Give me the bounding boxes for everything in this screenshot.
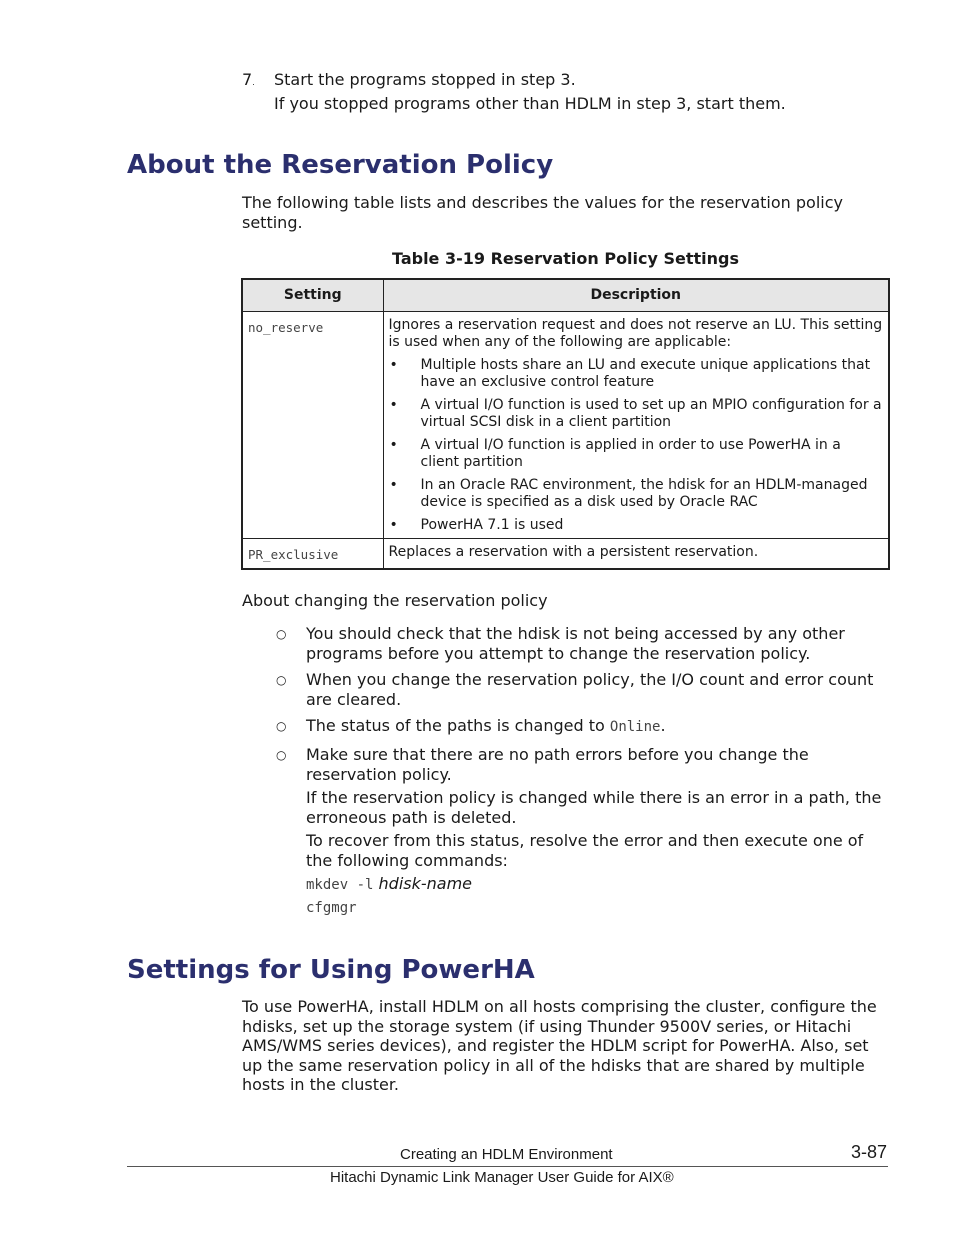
list-item: ○ The status of the paths is changed to Online. — [276, 716, 666, 735]
footer-chapter: Creating an HDLM Environment — [400, 1146, 613, 1163]
command-mkdev: mkdev -l hdisk-name — [306, 874, 473, 893]
description-text: Ignores a reservation request and does not reserve an LU. This setting is used when any of the following are applicable: — [388, 317, 883, 350]
list-item: ○ When you change the reservation policy, the I/O count and error count are cleared. — [276, 670, 874, 709]
footer-page-number: 3-87 — [851, 1142, 888, 1162]
changing-list — [274, 624, 888, 918]
reservation-policy-table — [241, 278, 890, 570]
step-text — [274, 70, 894, 114]
step-instruction: Start the programs stopped in step 3. — [274, 70, 576, 89]
column-header-description: Description — [383, 280, 888, 312]
list-item: • PowerHA 7.1 is used — [389, 517, 564, 533]
list-item: ○ You should check that the hdisk is not being accessed by any other programs before you attempt to change the reservation policy. — [276, 624, 845, 663]
step-number: 7. — [242, 70, 255, 89]
section-intro: The following table lists and describes the values for the reservation policy setting. — [242, 193, 843, 232]
online-status-code: Online — [609, 719, 661, 735]
column-header-setting: Setting — [243, 280, 383, 312]
list-item: • A virtual I/O function is used to set up an MPIO configuration for a virtual SCSI disk in a client partition — [389, 397, 882, 430]
changing-title: About changing the reservation policy — [242, 591, 548, 610]
list-item: • In an Oracle RAC environment, the hdisk for an HDLM-managed device is specified as a disk used by Oracle RAC — [389, 477, 868, 510]
powerha-body: To use PowerHA, install HDLM on all hosts comprising the cluster, configure the hdisks, set up the storage system (if using Thunder 9500V series, or Hitachi AMS/WMS series devices), and register the HDLM script for PowerHA. Also, set up the same reservation policy in all of the hdisks that are shared by multiple hosts in the cluster. — [242, 997, 877, 1095]
table-header-row — [243, 280, 888, 312]
footer-book-title: Hitachi Dynamic Link Manager User Guide for AIX® — [330, 1169, 674, 1186]
setting-cell: no_reserve — [243, 312, 383, 539]
command-cfgmgr: cfgmgr — [306, 900, 357, 916]
step-subtext: If you stopped programs other than HDLM in step 3, start them. — [274, 94, 786, 113]
section-heading-powerha: Settings for Using PowerHA — [127, 955, 535, 985]
table-row — [243, 539, 888, 569]
list-item: • A virtual I/O function is applied in order to use PowerHA in a client partition — [389, 437, 841, 470]
circle-bullet-icon: ○ — [276, 673, 287, 687]
circle-bullet-icon: ○ — [276, 627, 287, 641]
setting-cell: PR_exclusive — [243, 539, 383, 569]
section-heading-reservation-policy: About the Reservation Policy — [127, 150, 554, 180]
description-cell: Replaces a reservation with a persistent reservation. — [383, 539, 888, 569]
footer-divider — [127, 1166, 888, 1167]
circle-bullet-icon: ○ — [276, 719, 287, 733]
table-row — [243, 312, 888, 539]
circle-bullet-icon: ○ — [276, 748, 287, 762]
table-caption: Table 3-19 Reservation Policy Settings — [391, 249, 740, 268]
list-item: ○ Make sure that there are no path errors before you change the reservation policy. If the reservation policy is changed while there is an error in a path, the erroneous path is deleted. To recover from this status, resolve the error and then execute one of the following commands: mkdev -l hdisk-name cfgmgr — [274, 745, 888, 918]
list-item: • Multiple hosts share an LU and execute unique applications that have an exclusive control feature — [389, 357, 871, 390]
description-cell — [383, 312, 888, 539]
